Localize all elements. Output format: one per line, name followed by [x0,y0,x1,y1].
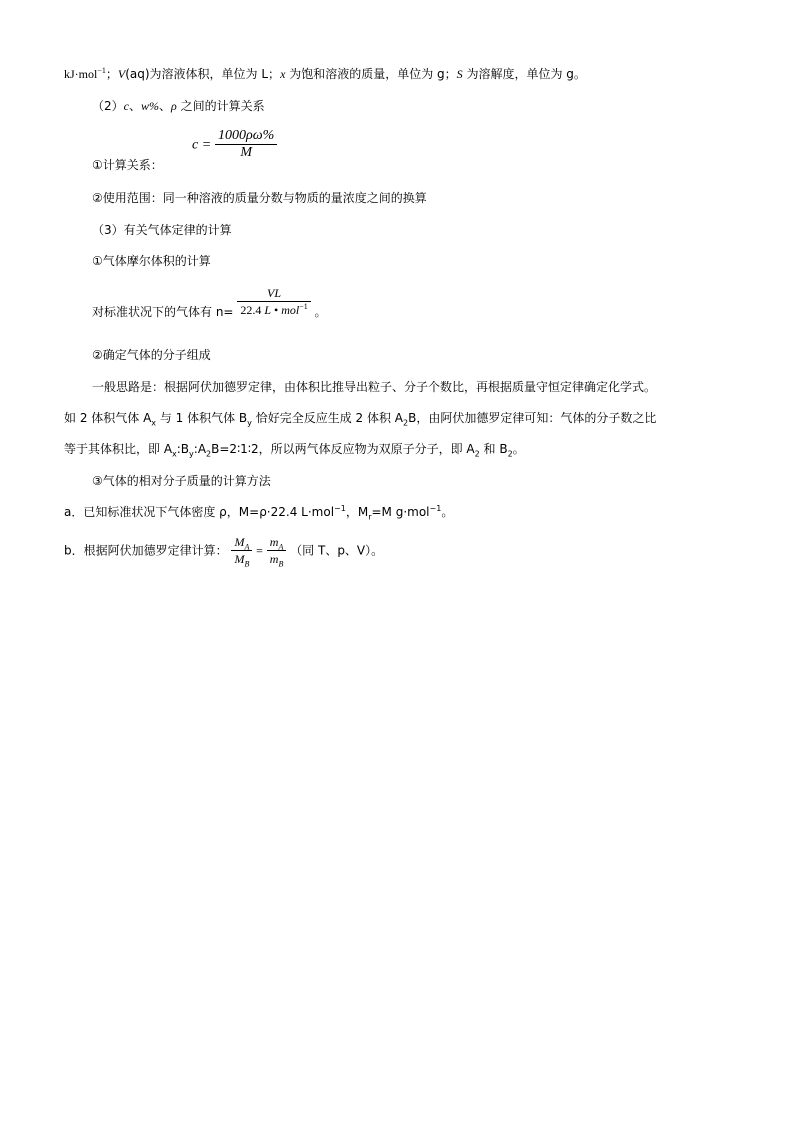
calc-relation-label: ①计算关系： [92,158,163,172]
text: B=2∶1∶2，所以两气体反应物为双原子分子，即 A [211,442,475,456]
text: 对标准状况下的气体有 n= [92,305,234,319]
subscript: y [247,418,252,428]
variable: w% [140,99,159,113]
variable: S [456,67,463,81]
item-a [64,504,453,520]
usage-range: ②使用范围：同一种溶液的质量分数与物质的量浓度之间的换算 [92,191,427,205]
fraction-2 [267,534,287,567]
text: 。 [441,505,454,519]
denominator [267,551,287,567]
item-2-heading: ②确定气体的分子组成 [92,348,211,362]
subscript: 2 [474,449,480,459]
fraction [237,285,310,318]
text: 、 [158,99,171,113]
paragraph-3 [64,441,525,457]
text: 之间的计算关系 [176,99,265,113]
variable: ρ [171,99,177,113]
denominator [231,551,252,567]
text: 与 1 体积气体 B [156,411,248,425]
superscript: −1 [334,504,346,513]
subscript: r [368,512,372,522]
text: b．根据阿伏加德罗定律计算： [64,543,228,558]
text: M [234,552,245,566]
paragraph-2 [64,410,656,426]
subscript: A [278,542,284,552]
text: m [269,552,279,566]
text: • [271,303,282,317]
text: 。 [512,442,525,456]
text: 为饱和溶液的质量，单位为 g； [285,67,457,81]
section-3-heading: （3）有关气体定律的计算 [92,223,232,237]
formula-c [192,128,277,161]
text: a．已知标准状况下气体密度 ρ，M=ρ·22.4 L·mol [64,505,335,519]
section-2-heading [92,98,265,114]
numerator [267,534,287,551]
superscript: −1 [429,504,442,513]
numerator [231,534,252,551]
subscript: x [151,418,157,428]
text: =M g·mol [371,505,430,519]
denominator: M [240,145,252,160]
subscript: A [244,542,250,552]
fraction-1 [231,534,252,567]
subscript: 2 [507,449,513,459]
item-b [64,534,383,567]
subscript: B [244,559,250,569]
text: m [269,535,279,549]
variable: c [123,99,129,113]
text: :B [176,442,190,456]
numerator: VL [237,285,310,302]
denominator [237,302,310,318]
text: 。 [314,305,327,319]
paragraph-1: 一般思路是：根据阿伏加德罗定律，由体积比推导出粒子、分子个数比，再根据质量守恒定律确定化学式。 [92,380,657,394]
text: 等于其体积比，即 A [64,442,173,456]
text: ，M [345,505,369,519]
text: (aq)为溶液体积，单位为 L； [125,67,281,81]
text: B，由阿伏加德罗定律可知：气体的分子数之比 [408,411,657,425]
text: mol [281,303,300,317]
text: （2） [92,99,124,113]
superscript: −1 [97,66,106,75]
text: 恰好完全反应生成 2 体积 A [251,411,404,425]
subscript: y [189,449,194,459]
item-3-heading: ③气体的相对分子质量的计算方法 [92,474,271,488]
fraction [215,128,277,161]
variable: x [280,67,286,81]
subscript: 2 [403,418,409,428]
equals-sign: = [202,137,211,153]
molar-volume-line [92,285,327,320]
text: M [234,535,245,549]
text: kJ·mol [64,67,98,81]
text: ； [105,67,118,81]
superscript: −1 [299,302,308,311]
subscript: x [172,449,177,459]
numerator: 1000ρω% [215,128,277,145]
item-1-heading: ①气体摩尔体积的计算 [92,254,211,268]
text: 为溶解度，单位为 g。 [462,67,586,81]
text: 22.4 [240,303,265,317]
equals-sign: = [256,543,263,558]
subscript: B [278,559,284,569]
subscript: 2 [206,449,212,459]
text: （同 T、p、V）。 [290,543,384,558]
variable: V [117,67,126,81]
text: 和 B [479,442,508,456]
text: 、 [128,99,141,113]
text: L [264,303,271,317]
formula-lhs: c [192,137,199,153]
text: 如 2 体积气体 A [64,411,152,425]
line-1 [64,66,586,82]
text: :A [193,442,207,456]
